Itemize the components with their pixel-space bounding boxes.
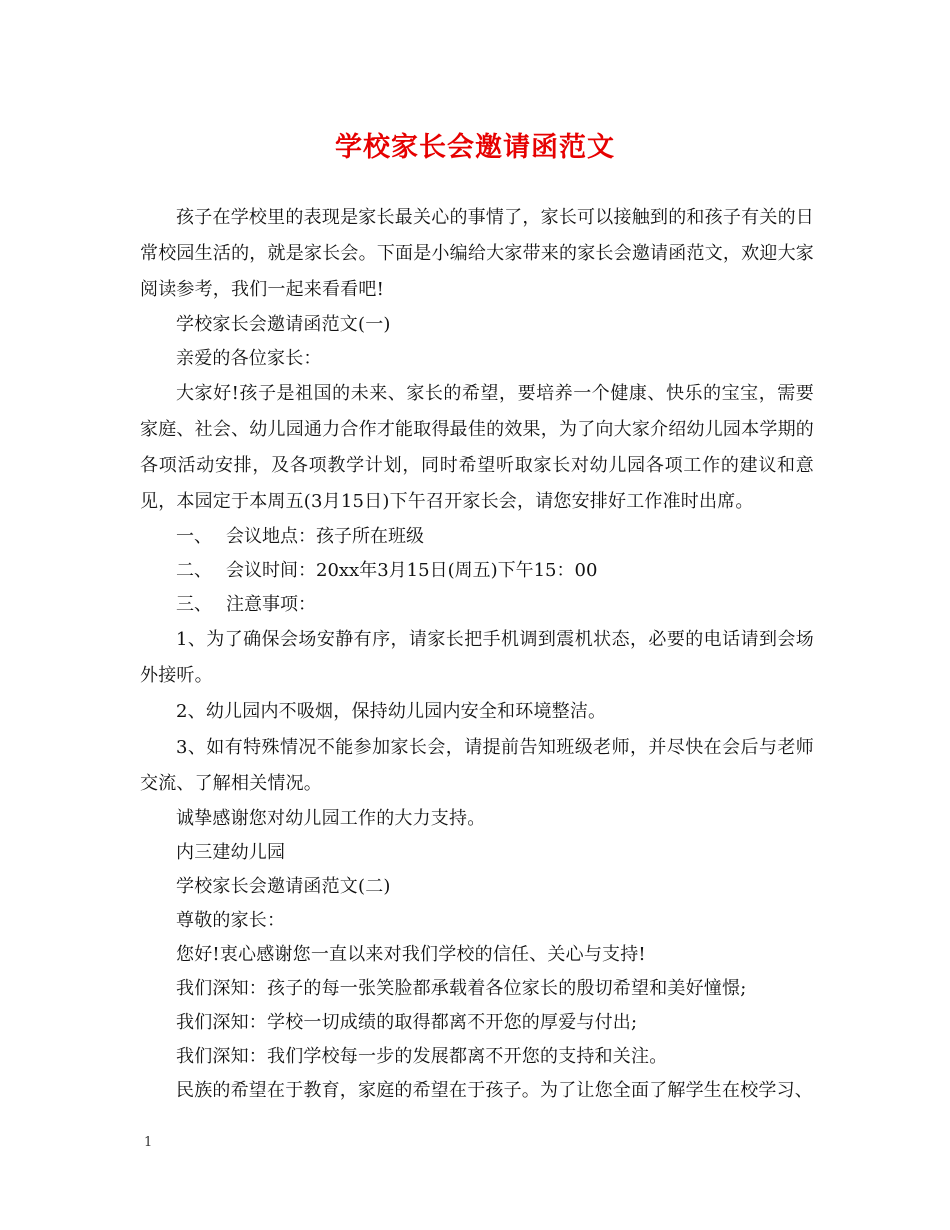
list-item <box>140 520 814 554</box>
signature-line: 内三建幼儿园 <box>176 842 286 863</box>
section2-greeting: 您好!衷心感谢您一直以来对我们学校的信任、关心与支持! <box>176 944 646 965</box>
section2-heading: 学校家长会邀请函范文(二) <box>176 876 391 897</box>
section2-line: 我们深知：孩子的每一张笑脸都承载着各位家长的殷切希望和美好憧憬; <box>176 978 747 999</box>
note-paragraph: 3、如有特殊情况不能参加家长会，请提前告知班级老师，并尽快在会后与老师交流、了解相关情况。 <box>140 737 814 794</box>
thanks-line: 诚挚感谢您对幼儿园工作的大力支持。 <box>176 808 486 829</box>
list-item-text: 注意事项： <box>226 594 316 615</box>
list-item-number: 一、 <box>176 526 212 547</box>
list-item <box>140 588 814 622</box>
note-paragraph: 2、幼儿园内不吸烟，保持幼儿园内安全和环境整洁。 <box>176 701 607 722</box>
section2-line: 我们深知：我们学校每一步的发展都离不开您的支持和关注。 <box>176 1046 668 1067</box>
page-number: 1 <box>144 1135 153 1150</box>
section1-body: 大家好!孩子是祖国的未来、家长的希望，要培养一个健康、快乐的宝宝，需要家庭、社会、幼儿园通力合作才能取得最佳的效果，为了向大家介绍幼儿园本学期的各项活动安排，及各项教学计划，同时希望听取家长对幼儿园各项工作的建议和意见，本园定于本周五(3月15日)下午召开家长会，请您安排好工作准时出席。 <box>140 383 814 512</box>
list-item <box>140 554 814 588</box>
list-item-number: 二、 <box>176 560 212 581</box>
section2-line: 我们深知：学校一切成绩的取得都离不开您的厚爱与付出; <box>176 1012 638 1033</box>
section2-last-line: 民族的希望在于教育，家庭的希望在于孩子。为了让您全面了解学生在校学习、 <box>176 1080 813 1101</box>
note-paragraph: 1、为了确保会场安静有序，请家长把手机调到震机状态，必要的电话请到会场外接听。 <box>140 629 814 686</box>
document-body <box>140 200 814 1108</box>
list-item-text: 会议时间：20xx年3月15日(周五)下午15：00 <box>226 560 598 581</box>
section1-salutation: 亲爱的各位家长： <box>176 348 322 369</box>
intro-paragraph: 孩子在学校里的表现是家长最关心的事情了，家长可以接触到的和孩子有关的日常校园生活的，就是家长会。下面是小编给大家带来的家长会邀请函范文，欢迎大家阅读参考，我们一起来看看吧! <box>140 207 814 300</box>
section1-heading: 学校家长会邀请函范文(一) <box>176 314 391 335</box>
section2-salutation: 尊敬的家长： <box>176 910 286 931</box>
list-item-text: 会议地点：孩子所在班级 <box>226 526 424 547</box>
document-title: 学校家长会邀请函范文 <box>335 132 615 163</box>
list-item-number: 三、 <box>176 594 212 615</box>
